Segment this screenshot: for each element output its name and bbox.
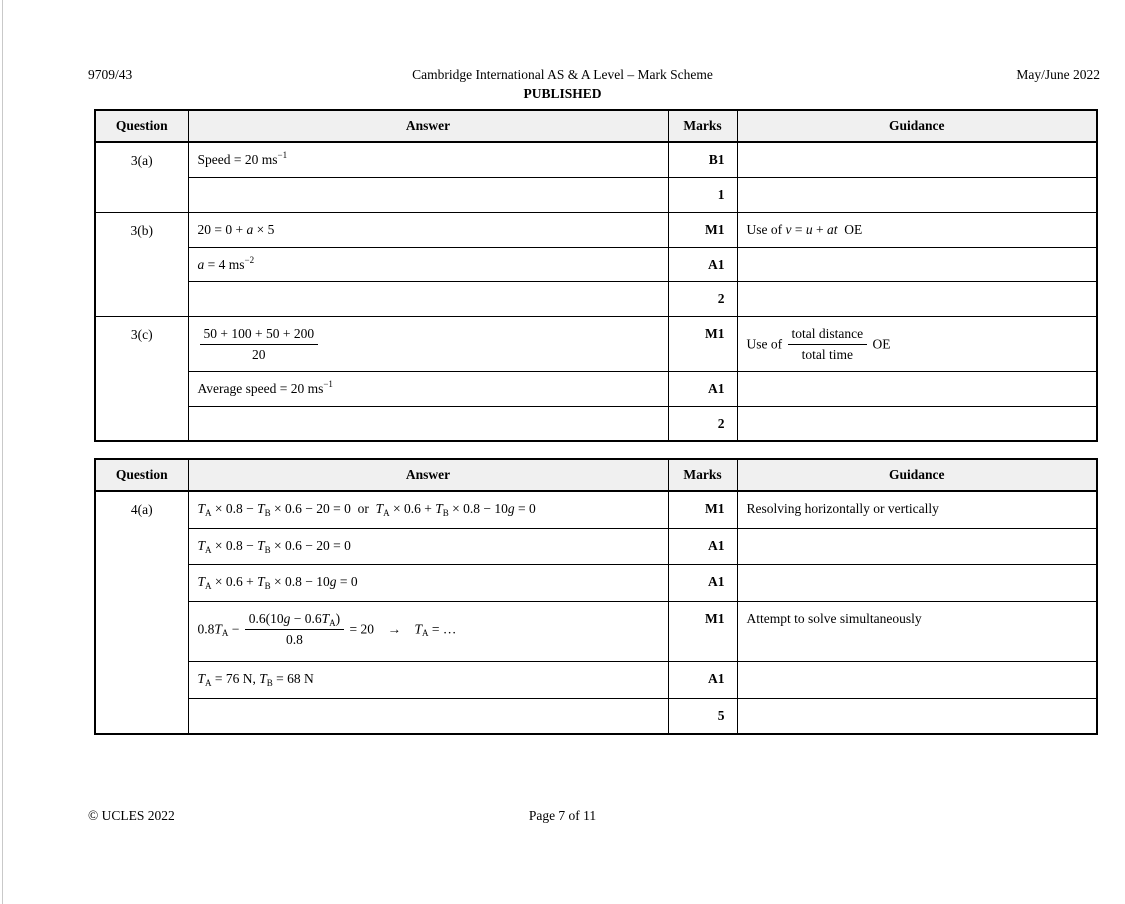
column-header-answer: Answer bbox=[188, 110, 668, 142]
guidance-cell: Resolving horizontally or vertically bbox=[737, 491, 1097, 528]
answer-cell bbox=[188, 177, 668, 212]
total-marks-cell: 2 bbox=[668, 281, 737, 316]
column-header-guidance: Guidance bbox=[737, 110, 1097, 142]
table-row bbox=[95, 371, 1097, 406]
question-number: 3(a) bbox=[95, 142, 188, 212]
guidance-cell bbox=[737, 371, 1097, 406]
column-header-guidance: Guidance bbox=[737, 459, 1097, 491]
table-row bbox=[95, 247, 1097, 281]
page-edge-divider bbox=[2, 0, 3, 904]
question-number: 3(b) bbox=[95, 212, 188, 316]
marks-cell: M1 bbox=[668, 491, 737, 528]
marks-cell: A1 bbox=[668, 661, 737, 698]
answer-cell: $T_A \times 0.8 - T_B \times 0.6 - 20 = 0$ bbox=[188, 528, 668, 564]
marks-cell: A1 bbox=[668, 371, 737, 406]
total-marks-cell: 1 bbox=[668, 177, 737, 212]
marks-cell: A1 bbox=[668, 528, 737, 564]
question-number: 3(c) bbox=[95, 316, 188, 441]
copyright-notice: © UCLES 2022 bbox=[88, 808, 175, 823]
table-row bbox=[95, 601, 1097, 661]
answer-cell: Speed = 20 $ms^{-1}$ bbox=[188, 142, 668, 177]
answer-cell bbox=[188, 406, 668, 441]
marks-cell: A1 bbox=[668, 564, 737, 601]
mark-scheme-table-q4 bbox=[94, 458, 1098, 735]
answer-cell: $T_A \times 0.8 - T_B \times 0.6 - 20 = 0$ or $T_A \times 0.6 + T_B \times 0.8 - 10g = 0$ bbox=[188, 491, 668, 528]
document-title: Cambridge International AS & A Level – Mark Scheme bbox=[412, 67, 713, 82]
table-row bbox=[95, 142, 1097, 177]
exam-session: May/June 2022 bbox=[1016, 67, 1100, 82]
answer-cell: $T_A \times 0.6 + T_B \times 0.8 - 10g = 0$ bbox=[188, 564, 668, 601]
guidance-cell: Attempt to solve simultaneously bbox=[737, 601, 1097, 661]
table-row bbox=[95, 406, 1097, 441]
marks-cell: M1 bbox=[668, 316, 737, 371]
answer-cell: $T_A = 76$ N, $T_B = 68$ N bbox=[188, 661, 668, 698]
column-header-answer: Answer bbox=[188, 459, 668, 491]
published-label: PUBLISHED bbox=[523, 86, 602, 101]
answer-cell bbox=[188, 281, 668, 316]
guidance-cell bbox=[737, 142, 1097, 177]
marks-cell: A1 bbox=[668, 247, 737, 281]
answer-cell: $\frac{50 + 100 + 50 + 200}{20}$ bbox=[188, 316, 668, 371]
marks-cell: M1 bbox=[668, 601, 737, 661]
mark-scheme-table-q3 bbox=[94, 109, 1098, 442]
table-row bbox=[95, 528, 1097, 564]
column-header-question: Question bbox=[95, 459, 188, 491]
guidance-cell bbox=[737, 281, 1097, 316]
marks-cell: M1 bbox=[668, 212, 737, 247]
marks-cell: B1 bbox=[668, 142, 737, 177]
answer-cell: Average speed = 20 $ms^{-1}$ bbox=[188, 371, 668, 406]
table-row bbox=[95, 177, 1097, 212]
guidance-cell bbox=[737, 661, 1097, 698]
guidance-cell bbox=[737, 528, 1097, 564]
guidance-cell: Use of $\frac{\text{total distance}}{\text{total time}}$ OE bbox=[737, 316, 1097, 371]
answer-cell: a = 4 $ms^{-2}$ bbox=[188, 247, 668, 281]
column-header-marks: Marks bbox=[668, 110, 737, 142]
column-header-question: Question bbox=[95, 110, 188, 142]
guidance-cell bbox=[737, 247, 1097, 281]
answer-cell: 20 = 0 + a × 5 bbox=[188, 212, 668, 247]
total-marks-cell: 5 bbox=[668, 698, 737, 734]
paper-code: 9709/43 bbox=[88, 67, 133, 82]
page-number: Page 7 of 11 bbox=[528, 808, 597, 823]
table-row bbox=[95, 316, 1097, 371]
question-number: 4(a) bbox=[95, 491, 188, 734]
guidance-cell: Use of v = u + at OE bbox=[737, 212, 1097, 247]
column-header-marks: Marks bbox=[668, 459, 737, 491]
table-row bbox=[95, 491, 1097, 528]
total-marks-cell: 2 bbox=[668, 406, 737, 441]
answer-cell bbox=[188, 698, 668, 734]
guidance-cell bbox=[737, 177, 1097, 212]
table-row bbox=[95, 698, 1097, 734]
guidance-cell bbox=[737, 406, 1097, 441]
answer-cell: $0.8T_A$ − $\frac{0.6(10g - 0.6T_A)}{0.8}$ = 20 → $T_A$ = … bbox=[188, 601, 668, 661]
table-row bbox=[95, 212, 1097, 247]
table-row bbox=[95, 564, 1097, 601]
guidance-cell bbox=[737, 564, 1097, 601]
guidance-cell bbox=[737, 698, 1097, 734]
table-row bbox=[95, 661, 1097, 698]
table-row bbox=[95, 281, 1097, 316]
